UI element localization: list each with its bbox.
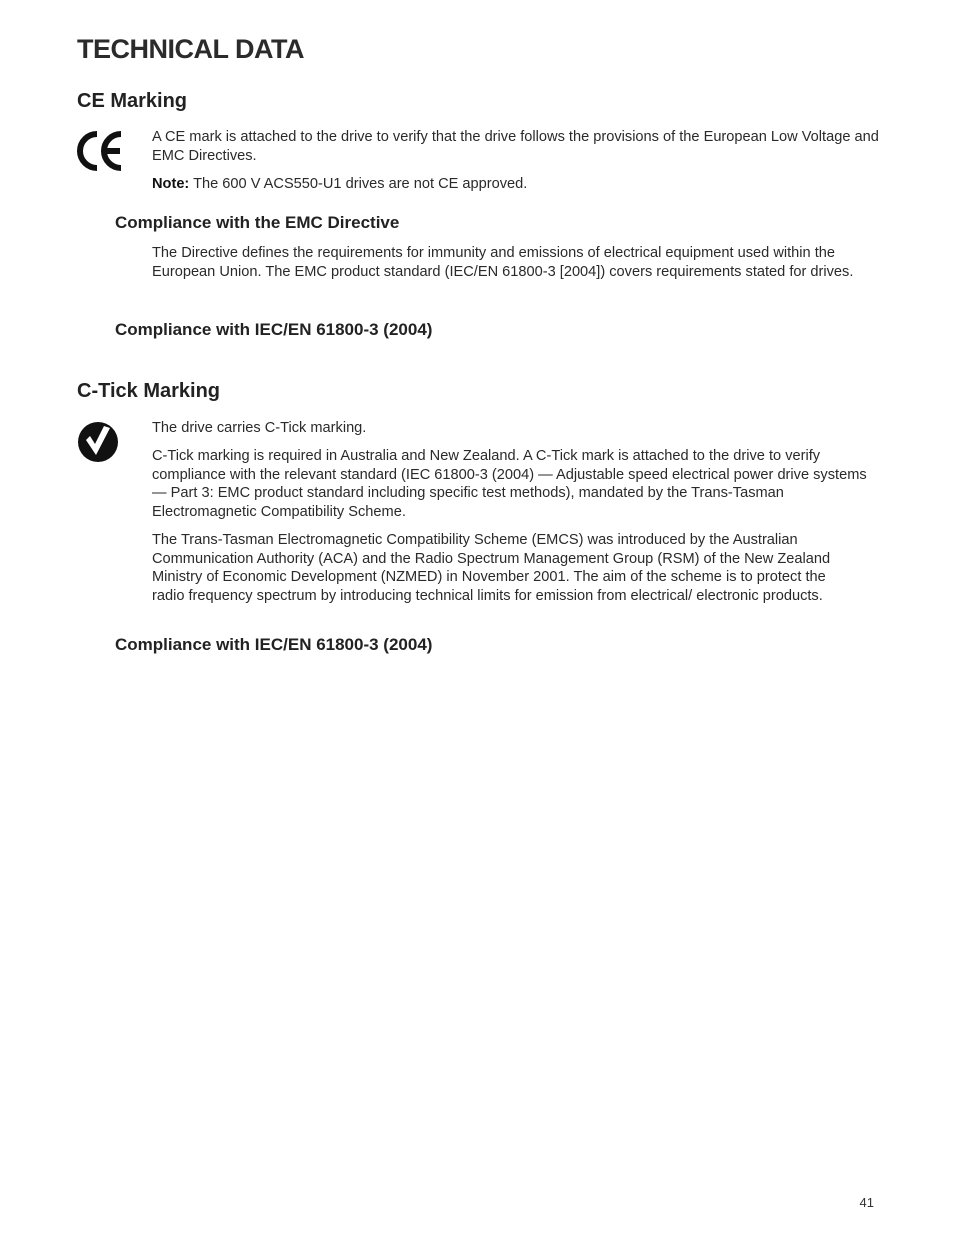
c-tick-marking-heading: C-Tick Marking — [77, 380, 220, 402]
c-tick-paragraph-2: C-Tick marking is required in Australia and New Zealand. A C-Tick mark is attached to the drive to verify compliance with the relevant standard (IEC 61800-3 (2004) — Adjustable speed electrical power drive systems — Part 3: EMC product standard including specific test methods), mandated by the Trans-Tasman Electromagnetic Compatibility Scheme. — [152, 448, 867, 520]
c-tick-paragraph-1: The drive carries C-Tick marking. — [152, 420, 367, 436]
emc-directive-heading: Compliance with the EMC Directive — [115, 213, 400, 232]
page-number: 41 — [859, 1195, 874, 1210]
page-title: TECHNICAL DATA — [77, 34, 304, 64]
note-text: The 600 V ACS550-U1 drives are not CE approved. — [189, 176, 528, 192]
note-label: Note: — [152, 176, 190, 192]
c-tick-iec-compliance-heading: Compliance with IEC/EN 61800-3 (2004) — [115, 635, 433, 654]
iec-compliance-heading: Compliance with IEC/EN 61800-3 (2004) — [115, 320, 433, 339]
ce-paragraph: A CE mark is attached to the drive to verify that the drive follows the provisions of the European Low Voltage and EMC Directives. — [152, 129, 879, 164]
ce-marking-heading: CE Marking — [77, 90, 188, 112]
c-tick-paragraph-3: The Trans-Tasman Electromagnetic Compatibility Scheme (EMCS) was introduced by the Australian Communication Authority (ACA) and the Radio Spectrum Management Group (RSM) of the New Zealand Ministry of Economic Development (NZMED) in November 2001. The aim of the scheme is to protect the radio frequency spectrum by introducing technical limits for emission from electrical/ electronic products. — [152, 532, 831, 604]
ce-mark-icon — [77, 130, 125, 177]
ce-note — [152, 175, 892, 194]
emc-directive-paragraph: The Directive defines the requirements for immunity and emissions of electrical equipment used within the European Union. The EMC product standard (IEC/EN 61800-3 [2004]) covers requirements stated for drives. — [152, 245, 854, 280]
c-tick-mark-icon — [77, 420, 119, 469]
